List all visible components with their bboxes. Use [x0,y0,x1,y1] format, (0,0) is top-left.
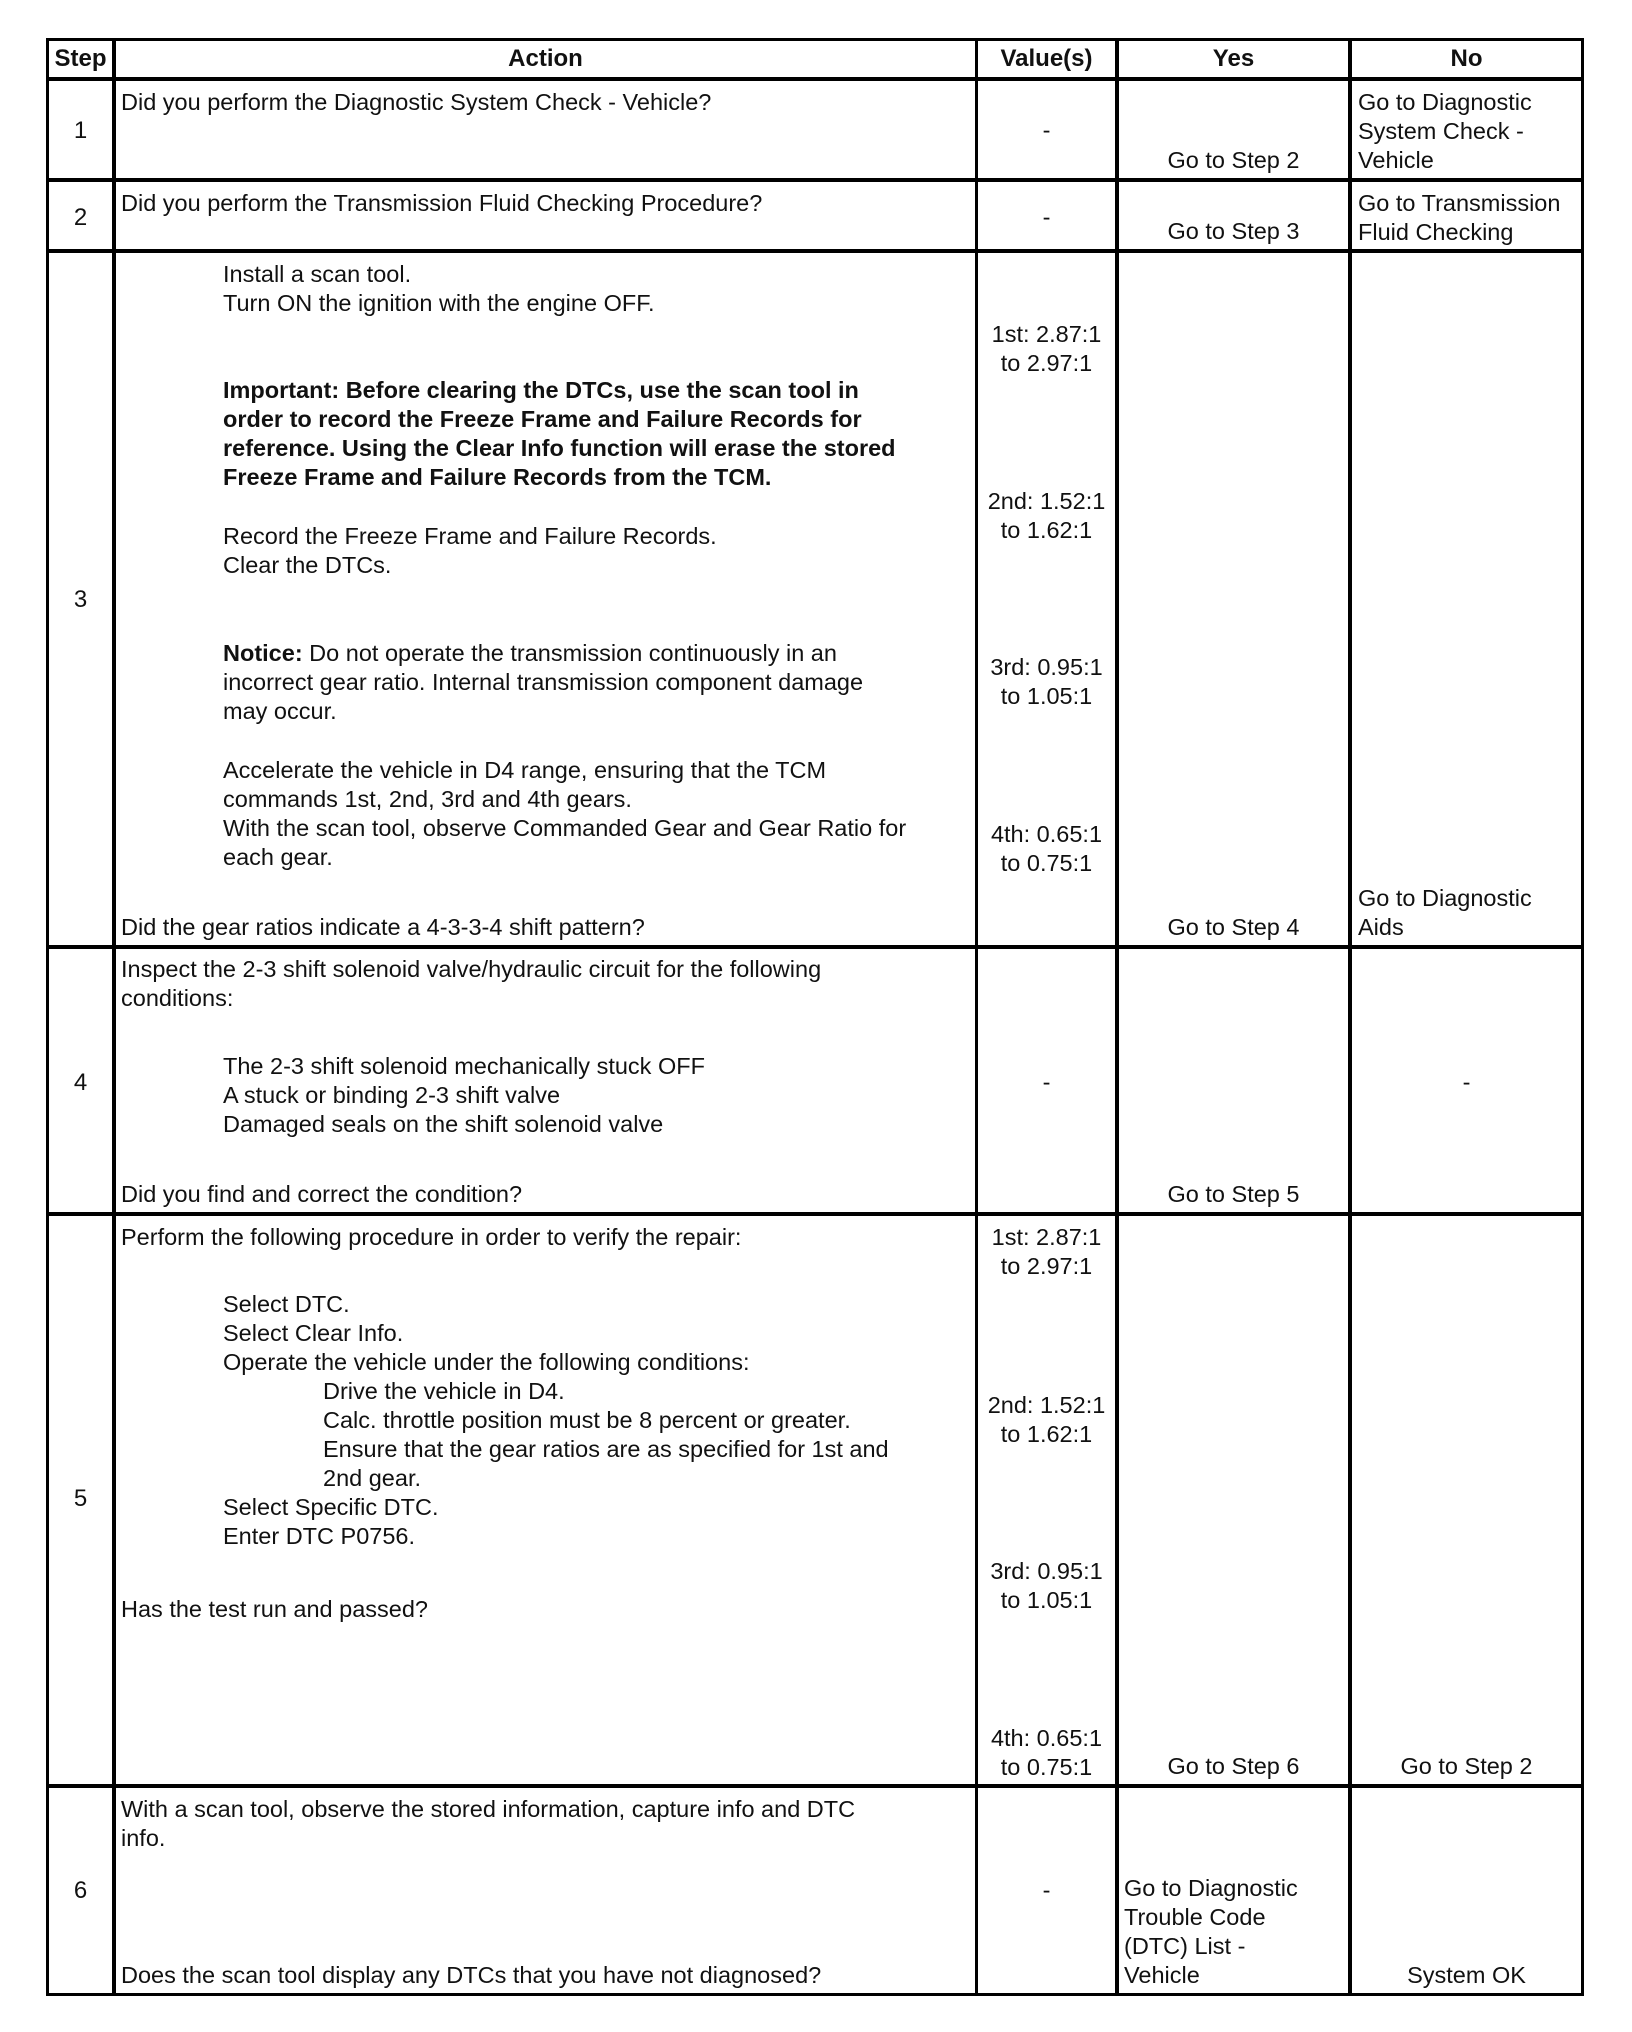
row3-important-note [223,376,896,492]
row4-step-number: 4 [73,1069,88,1096]
row6-question: Does the scan tool display any DTCs that you have not diagnosed? [121,1962,822,1988]
row5-value-4th-range-end: to 0.75:1 [1000,1754,1093,1780]
row3-yes: Go to Step 4 [1167,914,1300,940]
row5-procedure-3: Operate the vehicle under the following conditions: [223,1349,750,1375]
row5-bottom-border [46,1784,1584,1788]
row3-value-1st [978,320,1115,378]
row3-question: Did the gear ratios indicate a 4-3-3-4 shift pattern? [121,914,645,940]
row1-values: - [1042,117,1051,143]
row5-value-1st-range: 1st: 2.87:1 [991,1224,1102,1250]
row4-conditions [223,1052,705,1139]
row5-conditions [323,1377,889,1493]
row1-yes: Go to Step 2 [1167,147,1300,173]
row4-yes: Go to Step 5 [1167,1181,1300,1207]
row6-step-number: 6 [73,1877,88,1904]
row3-intro-line1: Install a scan tool. [223,261,412,287]
row6-intro-line2: info. [121,1825,166,1851]
row3-value-4th-range-end: to 0.75:1 [1000,850,1093,876]
row3-no-line2: Aids [1358,914,1404,940]
row3-value-4th-range: 4th: 0.65:1 [990,821,1103,847]
table-right-border [1581,38,1584,1996]
row3-accel-line2: commands 1st, 2nd, 3rd and 4th gears. [223,786,632,812]
row3-accel-line1: Accelerate the vehicle in D4 range, ensuring that the TCM [223,757,827,783]
row6-intro-line1: With a scan tool, observe the stored information, capture info and DTC [121,1796,856,1822]
row4-no: - [1462,1069,1471,1095]
row3-record-line1: Record the Freeze Frame and Failure Records. [223,523,717,549]
table-top-border [46,38,1584,41]
row5-procedure2-2: Enter DTC P0756. [223,1523,416,1549]
row5-procedure-2: Select Clear Info. [223,1320,404,1346]
table-bottom-border [46,1993,1584,1996]
row5-condition-1: Drive the vehicle in D4. [323,1378,565,1404]
row5-condition-3: Ensure that the gear ratios are as specified for 1st and [323,1436,889,1462]
row3-record [223,522,717,580]
row3-step-number: 3 [73,586,88,613]
row5-value-4th-range: 4th: 0.65:1 [990,1725,1103,1751]
row3-notice-text1: Do not operate the transmission continuously in an [302,640,837,666]
row3-value-1st-range: 1st: 2.87:1 [991,321,1102,347]
row5-procedure-1: Select DTC. [223,1291,350,1317]
row4-values: - [1042,1069,1051,1095]
row5-value-1st [978,1223,1115,1281]
row3-value-3rd [978,653,1115,711]
row1-action: Did you perform the Diagnostic System Check - Vehicle? [121,89,712,115]
row3-value-2nd-range-end: to 1.62:1 [1000,517,1093,543]
row2-no [1358,189,1560,247]
row6-yes-line1: Go to Diagnostic [1124,1875,1298,1901]
row3-value-3rd-range: 3rd: 0.95:1 [990,654,1103,680]
row2-step-number: 2 [73,204,88,231]
row5-value-2nd-range-end: to 1.62:1 [1000,1421,1093,1447]
row3-value-4th [978,820,1115,878]
row3-accelerate [223,756,906,872]
row6-yes [1124,1874,1298,1990]
row6-yes-line2: Trouble Code [1124,1904,1266,1930]
step-column-divider [112,38,116,1996]
header-values: Value(s) [1000,45,1093,72]
row3-notice-label: Notice: [223,640,303,666]
row3-value-3rd-range-end: to 1.05:1 [1000,683,1093,709]
row6-values: - [1042,1877,1051,1903]
row4-intro [121,955,821,1013]
row5-value-3rd [978,1557,1115,1615]
row2-action: Did you perform the Transmission Fluid Checking Procedure? [121,190,763,216]
row1-bottom-border [46,178,1584,182]
row1-no-line3: Vehicle [1358,147,1434,173]
row1-step-number: 1 [73,117,88,144]
row3-important-line3: reference. Using the Clear Info function will erase the stored [223,435,896,461]
row6-intro [121,1795,855,1853]
row2-no-line1: Go to Transmission [1358,190,1561,216]
row3-no [1358,884,1532,942]
row5-condition-4: 2nd gear. [323,1465,422,1491]
row3-notice-line1 [223,639,863,668]
row4-condition-2: A stuck or binding 2-3 shift valve [223,1082,561,1108]
row5-condition-2: Calc. throttle position must be 8 percent or greater. [323,1407,851,1433]
row5-step-number: 5 [73,1485,88,1512]
row4-question: Did you find and correct the condition? [121,1181,523,1207]
row5-procedure2 [223,1493,438,1551]
row5-value-2nd-range: 2nd: 1.52:1 [987,1392,1106,1418]
row6-yes-line4: Vehicle [1124,1962,1200,1988]
row3-bottom-border [46,945,1584,949]
row5-value-1st-range-end: to 2.97:1 [1000,1253,1093,1279]
row5-value-3rd-range-end: to 1.05:1 [1000,1587,1093,1613]
row5-value-4th [978,1724,1115,1782]
row4-intro-line1: Inspect the 2-3 shift solenoid valve/hydraulic circuit for the following [121,956,822,982]
row2-yes: Go to Step 3 [1167,218,1300,244]
row5-value-3rd-range: 3rd: 0.95:1 [990,1558,1103,1584]
row2-no-line2: Fluid Checking [1358,219,1514,245]
row4-condition-1: The 2-3 shift solenoid mechanically stuck OFF [223,1053,705,1079]
row5-procedure2-1: Select Specific DTC. [223,1494,439,1520]
yes-column-divider [1348,38,1352,1996]
row4-intro-line2: conditions: [121,985,234,1011]
row6-yes-line3: (DTC) List - [1124,1933,1246,1959]
row1-no-line2: System Check - [1358,118,1524,144]
row3-notice-line3: may occur. [223,698,337,724]
table-left-border [46,38,49,1996]
row1-no [1358,88,1532,175]
row5-no: Go to Step 2 [1400,1753,1533,1779]
row3-important-line4: Freeze Frame and Failure Records from the TCM. [223,464,772,490]
header-bottom-border [46,77,1584,81]
row3-no-line1: Go to Diagnostic [1358,885,1532,911]
row3-important-line2: order to record the Freeze Frame and Failure Records for [223,406,862,432]
row5-value-2nd [978,1391,1115,1449]
row3-value-2nd [978,487,1115,545]
row2-bottom-border [46,249,1584,253]
row3-notice [223,639,863,726]
row5-question: Has the test run and passed? [121,1596,429,1622]
row3-value-2nd-range: 2nd: 1.52:1 [987,488,1106,514]
row3-record-line2: Clear the DTCs. [223,552,392,578]
row3-intro-line2: Turn ON the ignition with the engine OFF. [223,290,655,316]
row5-procedure [223,1290,749,1377]
row2-values: - [1042,204,1051,230]
header-step: Step [54,45,107,72]
row3-important-line1: Important: Before clearing the DTCs, use the scan tool in [223,377,859,403]
header-no: No [1450,45,1483,72]
row4-bottom-border [46,1212,1584,1216]
row3-accel-line4: each gear. [223,844,333,870]
values-column-divider [1115,38,1119,1996]
row4-condition-3: Damaged seals on the shift solenoid valve [223,1111,664,1137]
row3-value-1st-range-end: to 2.97:1 [1000,350,1093,376]
row5-yes: Go to Step 6 [1167,1753,1300,1779]
header-yes: Yes [1212,45,1255,72]
row5-intro: Perform the following procedure in order to verify the repair: [121,1224,742,1250]
row6-no: System OK [1407,1962,1526,1988]
row3-intro [223,260,654,318]
header-action: Action [508,45,583,72]
row3-notice-line2: incorrect gear ratio. Internal transmission component damage [223,669,864,695]
row3-accel-line3: With the scan tool, observe Commanded Gear and Gear Ratio for [223,815,907,841]
row1-no-line1: Go to Diagnostic [1358,89,1532,115]
